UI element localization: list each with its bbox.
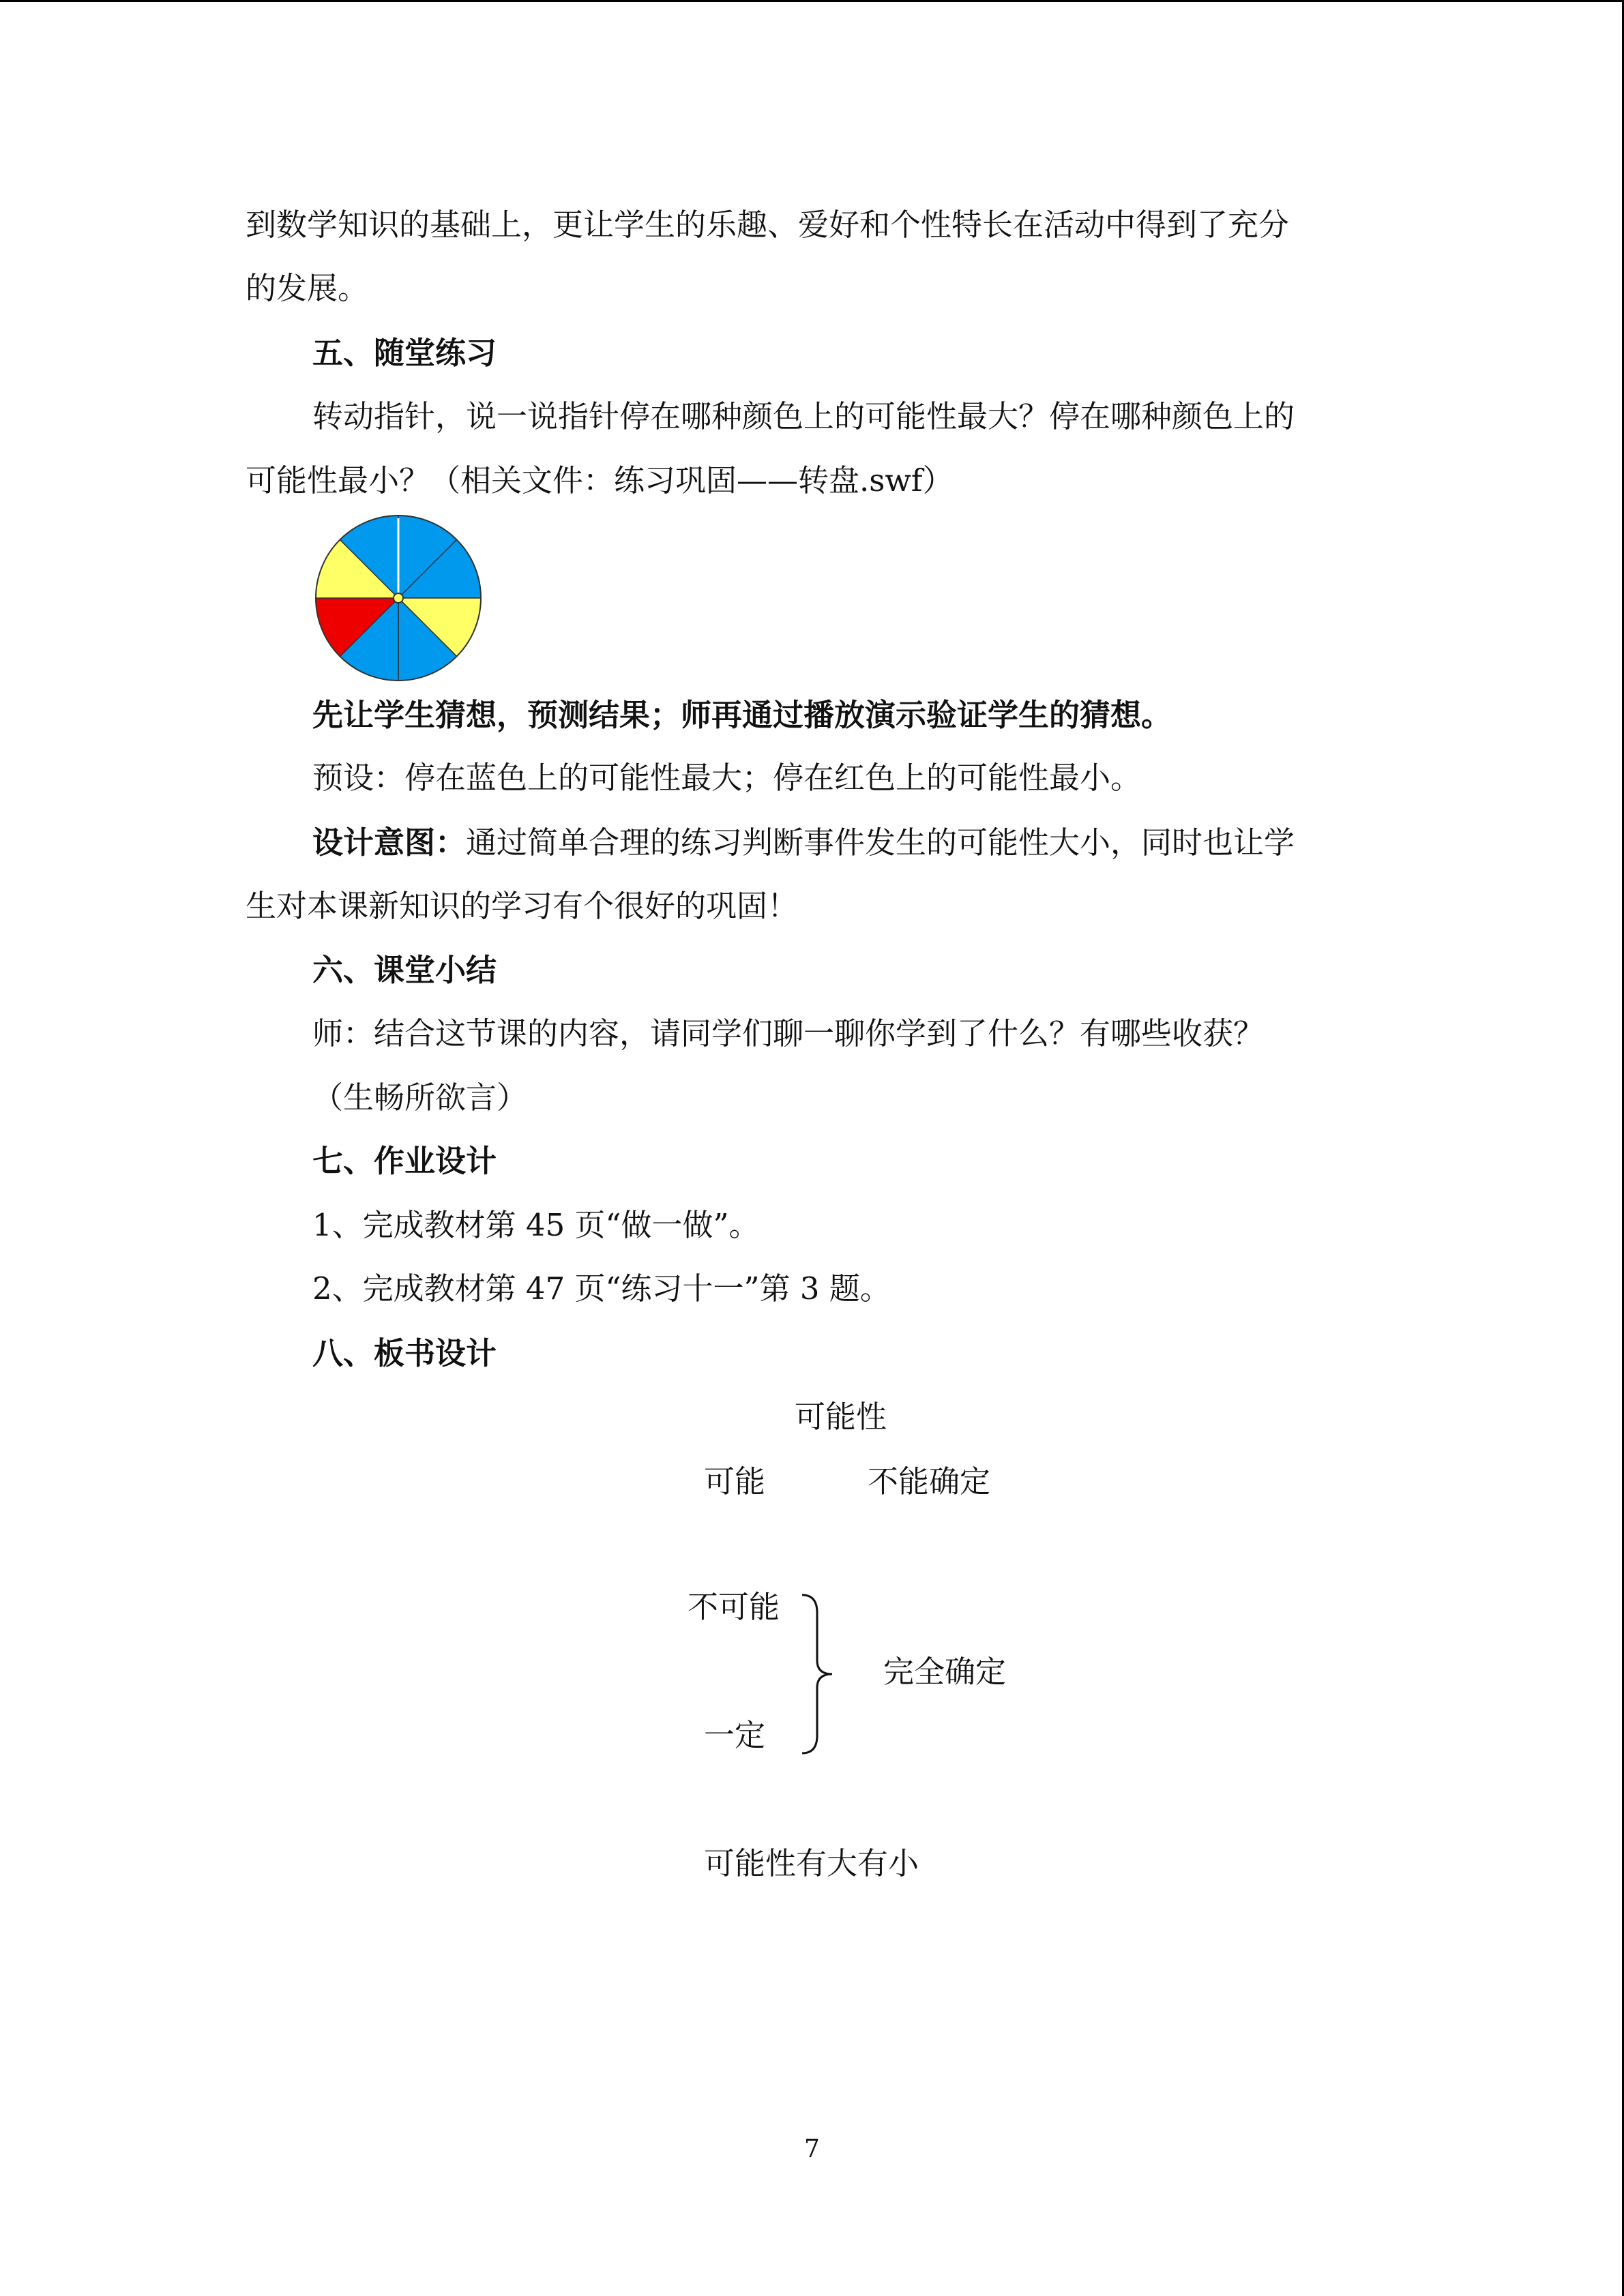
board-bottom-line: 可能性有大有小	[704, 1845, 919, 1881]
board-fully-certain: 完全确定	[883, 1654, 1007, 1690]
spinner-wheel-figure	[313, 513, 484, 683]
paragraph-line: （生畅所欲言）	[312, 1079, 528, 1116]
intent-text: 通过简单合理的练习判断事件发生的可能性大小，同时也让学	[466, 824, 1295, 861]
section-heading: 六、课堂小结	[312, 952, 497, 988]
paragraph-line: 到数学知识的基础上，更让学生的乐趣、爱好和个性特长在活动中得到了充分	[246, 207, 1290, 243]
homework-item: 2、完成教材第 47 页“练习十一”第 3 题。	[312, 1270, 891, 1307]
paragraph-line: 可能性最小？（相关文件：练习巩固——转盘.swf）	[246, 462, 954, 498]
board-left-label: 可能	[704, 1463, 766, 1500]
paragraph-line: 先让学生猜想，预测结果；师再通过播放演示验证学生的猜想。	[312, 697, 1172, 733]
section-heading: 五、随堂练习	[312, 335, 497, 371]
board-title: 可能性	[795, 1399, 887, 1435]
paragraph-line: 转动指针，说一说指针停在哪种颜色上的可能性最大？停在哪种颜色上的	[312, 398, 1295, 434]
board-right-label: 不能确定	[868, 1463, 991, 1500]
paragraph-line: 师：结合这节课的内容，请同学们聊一聊你学到了什么？有哪些收获？	[312, 1015, 1265, 1052]
right-brace	[798, 1592, 839, 1756]
page-top-border	[0, 0, 1624, 2]
spinner-hub	[394, 593, 403, 603]
page-number: 7	[804, 2135, 820, 2163]
paragraph-line	[312, 822, 1295, 863]
paragraph-line: 预设：停在蓝色上的可能性最大；停在红色上的可能性最小。	[312, 760, 1142, 796]
board-impossible: 不可能	[688, 1589, 780, 1625]
board-certain: 一定	[704, 1717, 766, 1753]
paragraph-line: 生对本课新知识的学习有个很好的巩固！	[246, 888, 799, 924]
homework-item: 1、完成教材第 45 页“做一做”。	[312, 1207, 760, 1243]
intent-label: 设计意图：	[312, 824, 467, 861]
paragraph-line: 的发展。	[246, 270, 369, 306]
section-heading: 八、板书设计	[312, 1335, 497, 1371]
section-heading: 七、作业设计	[312, 1143, 497, 1179]
